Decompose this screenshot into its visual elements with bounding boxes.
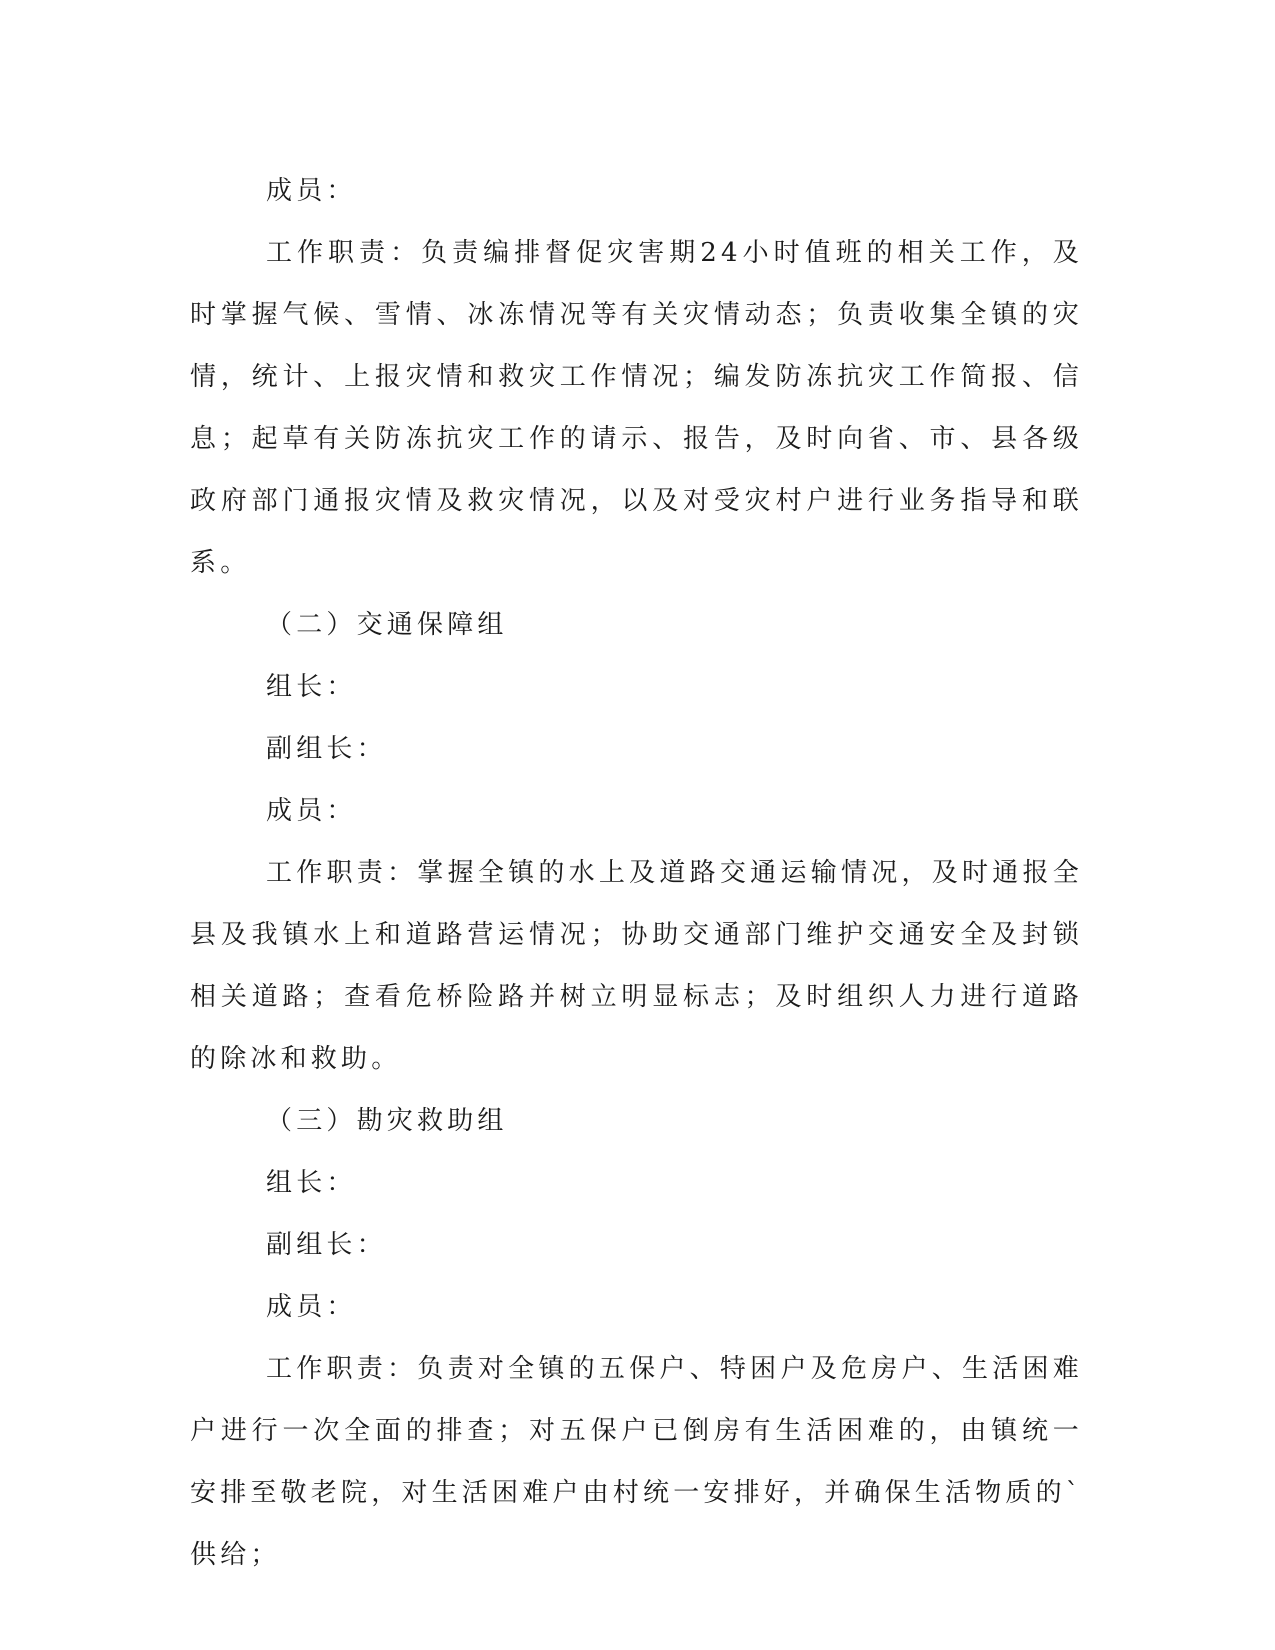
section-heading-relief: （三）勘灾救助组 <box>266 1106 508 1136</box>
paragraph-leader-2: 组长： <box>266 672 357 702</box>
paragraph-leader-3: 组长： <box>266 1168 357 1198</box>
paragraph-members-2: 成员： <box>266 796 357 826</box>
paragraph-members-3: 成员： <box>266 1292 357 1322</box>
document-body <box>190 160 1083 1586</box>
paragraph-duties-1: 工作职责：负责编排督促灾害期24小时值班的相关工作，及时掌握气候、雪情、冰冻情况等有关灾情动态；负责收集全镇的灾情，统计、上报灾情和救灾工作情况；编发防冻抗灾工作简报、信息；起草有关防冻抗灾工作的请示、报告，及时向省、市、县各级政府部门通报灾情及救灾情况，以及对受灾村户进行业务指导和联系。 <box>190 238 1083 578</box>
paragraph-members-1: 成员： <box>266 176 357 206</box>
paragraph-duties-3: 工作职责：负责对全镇的五保户、特困户及危房户、生活困难户进行一次全面的排查；对五保户已倒房有生活困难的，由镇统一安排至敬老院，对生活困难户由村统一安排好，并确保生活物质的`供给； <box>190 1354 1084 1570</box>
paragraph-deputy-leader-2: 副组长： <box>266 734 387 764</box>
paragraph-deputy-leader-3: 副组长： <box>266 1230 387 1260</box>
section-heading-traffic: （二）交通保障组 <box>266 610 508 640</box>
paragraph-duties-2: 工作职责：掌握全镇的水上及道路交通运输情况，及时通报全县及我镇水上和道路营运情况；协助交通部门维护交通安全及封锁相关道路；查看危桥险路并树立明显标志；及时组织人力进行道路的除冰和救助。 <box>190 858 1083 1074</box>
